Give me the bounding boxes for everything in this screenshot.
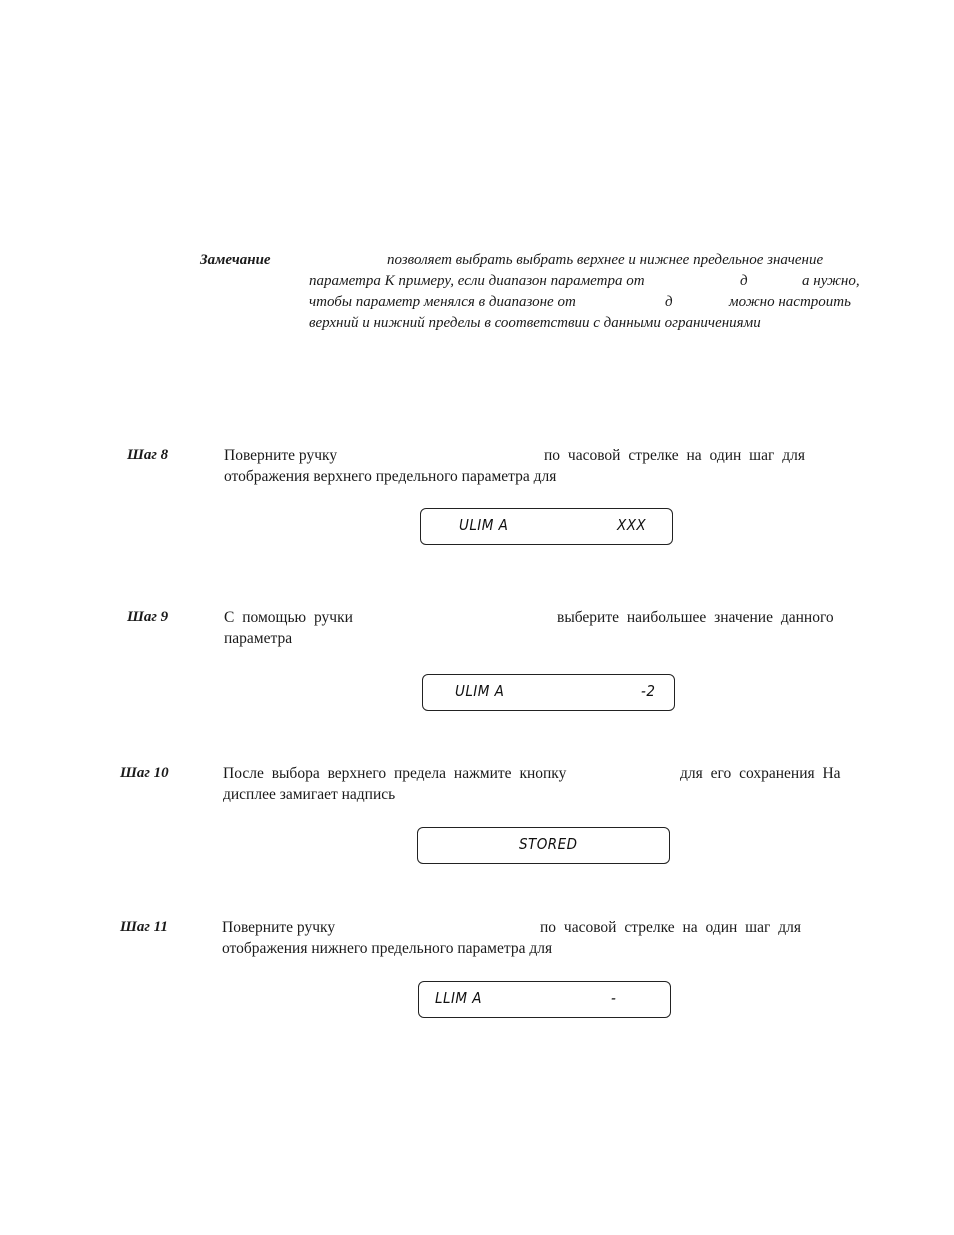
- step-10-text-2: дисплее замигает надпись: [223, 786, 396, 803]
- lcd-right-text: -: [611, 989, 617, 1007]
- step-10-text-1a: После выбора верхнего предела нажмите кнопку: [223, 765, 567, 782]
- lcd-right-text: -2: [641, 682, 656, 700]
- step-9-label: Шаг 9: [127, 609, 169, 625]
- step-10-label: Шаг 10: [120, 765, 169, 781]
- lcd-left-text: LLIM A: [435, 989, 482, 1007]
- step-11-text-2: отображения нижнего предельного параметра для: [222, 940, 553, 957]
- lcd-display-ulim-xxx: [420, 508, 673, 545]
- step-9-text-2: параметра: [224, 630, 293, 647]
- lcd-left-text: ULIM A: [455, 682, 505, 700]
- note-line-3c: можно настроить: [729, 294, 851, 310]
- note-line-3b: д: [665, 294, 673, 310]
- lcd-display-stored: [417, 827, 670, 864]
- lcd-display-ulim-minus2: [422, 674, 675, 711]
- note-label: Замечание: [200, 252, 271, 268]
- lcd-center-text: STORED: [519, 835, 578, 853]
- note-line-4: верхний и нижний пределы в соответствии с данными ограничениями: [309, 315, 761, 331]
- step-8-label: Шаг 8: [127, 447, 169, 463]
- step-9-text-1a: С помощью ручки: [224, 609, 353, 626]
- lcd-right-text: XXX: [617, 516, 647, 534]
- step-8-text-1a: Поверните ручку: [224, 447, 338, 464]
- step-10-text-1b: для его сохранения На: [680, 765, 841, 782]
- step-11-label: Шаг 11: [120, 919, 168, 935]
- step-11-text-1a: Поверните ручку: [222, 919, 336, 936]
- step-8-text-2: отображения верхнего предельного параметра для: [224, 468, 557, 485]
- step-8-text-1b: по часовой стрелке на один шаг для: [544, 447, 805, 464]
- note-line-2a: параметра К примеру, если диапазон параметра от: [309, 273, 645, 289]
- step-9-text-1b: выберите наибольшее значение данного: [557, 609, 834, 626]
- note-line-3a: чтобы параметр менялся в диапазоне от: [309, 294, 576, 310]
- note-line-1: позволяет выбрать выбрать верхнее и нижнее предельное значение: [387, 252, 824, 268]
- lcd-left-text: ULIM A: [459, 516, 509, 534]
- note-line-2b: д: [740, 273, 748, 289]
- note-line-2c: а нужно,: [802, 273, 860, 289]
- step-11-text-1b: по часовой стрелке на один шаг для: [540, 919, 801, 936]
- lcd-display-llim: [418, 981, 671, 1018]
